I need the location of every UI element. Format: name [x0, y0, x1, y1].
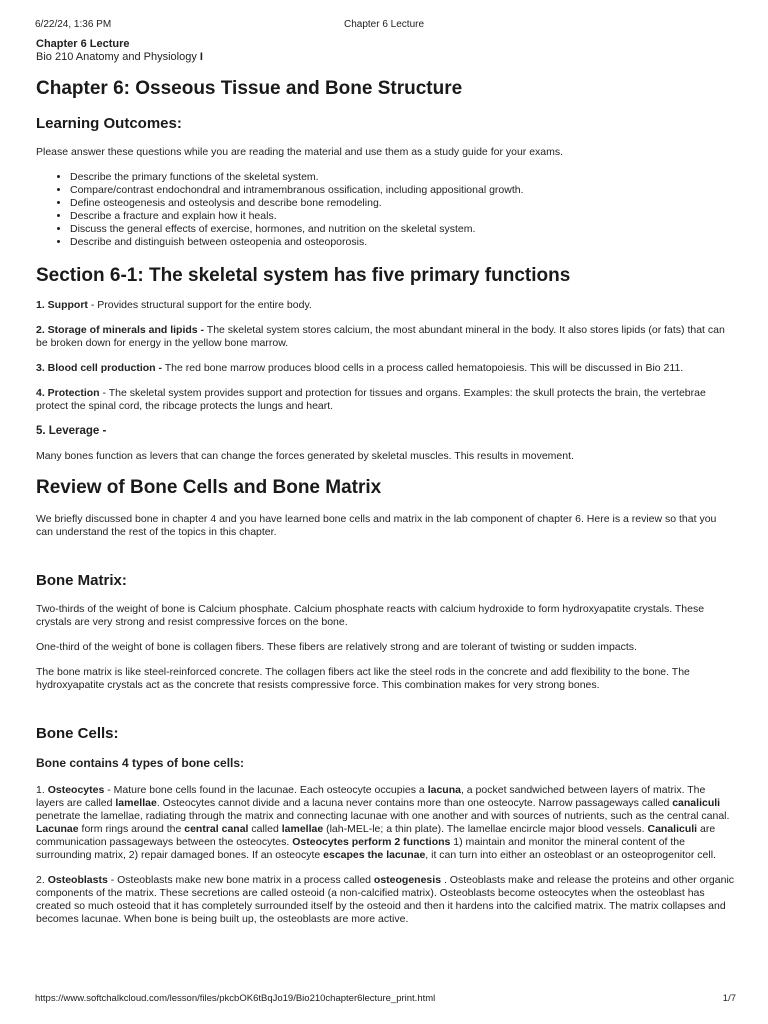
osteoblasts-paragraph — [36, 874, 736, 926]
text: penetrate the lamellae, radiating through the matrix and connecting lacunae with one another and with sources of nutrients, such as the central canal. — [36, 810, 730, 822]
review-intro: We briefly discussed bone in chapter 4 and you have learned bone cells and matrix in the lab component of chapter 6. Here is a review so that you can understand the rest of the topics in this chapter. — [36, 513, 717, 538]
chapter-title: Chapter 6: Osseous Tissue and Bone Structure — [36, 78, 463, 99]
function-text: The skeletal system stores calcium, the most abundant mineral in the body. It also stores lipids (or fats) that can be broken down for energy in the yellow bone marrow. — [36, 324, 725, 349]
text: . Osteoblasts make and release the proteins and other organic components of the matrix. These secretions are called osteoid (a non-calcified matrix). Osteoblasts become osteocytes when the osteoblast has created so much osteoid that it has completely surrounded itself by the osteoid and then it hardens into the calcified matrix. The matrix collapses and becomes lacunae. When bone is being built up, the osteoblasts are more active. — [36, 874, 735, 925]
term: Canaliculi — [647, 823, 698, 835]
bone-cells-subheading: Bone contains 4 types of bone cells: — [36, 756, 245, 770]
function-text: - Provides structural support for the entire body. — [87, 299, 312, 311]
text: are communication passageways between the osteocytes. — [36, 823, 716, 848]
learning-outcomes-list — [36, 171, 736, 249]
list-item: • Define osteogenesis and osteolysis and describe bone remodeling. — [70, 197, 736, 210]
print-page-number: 1/7 — [722, 993, 736, 1004]
term: Lacunae — [36, 823, 79, 835]
document-body — [36, 38, 736, 926]
list-item: • Describe a fracture and explain how it heals. — [70, 210, 736, 223]
print-datetime: 6/22/24, 1:36 PM — [35, 19, 112, 30]
doc-title: Chapter 6 Lecture — [36, 38, 130, 50]
learning-outcomes-heading: Learning Outcomes: — [36, 115, 182, 132]
item-number: 2. — [36, 874, 48, 886]
bone-matrix-paragraph: Two-thirds of the weight of bone is Calcium phosphate. Calcium phosphate reacts with calcium hydroxide to form hydroxyapatite crystals. These crystals are very strong and resist compressive forces on the bone. — [36, 603, 705, 628]
term: lamellae — [281, 823, 324, 835]
doc-subtitle — [36, 51, 736, 64]
text: - Mature bone cells found in the lacunae. Each osteocyte occupies a — [104, 784, 428, 796]
function-label: 2. Storage of minerals and lipids - — [36, 324, 205, 336]
review-heading: Review of Bone Cells and Bone Matrix — [36, 477, 382, 498]
function-label: 3. Blood cell production - — [36, 362, 162, 374]
text: form rings around the — [78, 823, 185, 835]
term: Osteocytes — [47, 784, 105, 796]
function-label: 4. Protection — [36, 387, 100, 399]
list-item: • Discuss the general effects of exercise, hormones, and nutrition on the skeletal system. — [70, 223, 736, 236]
learning-outcomes-intro: Please answer these questions while you are reading the material and use them as a study guide for your exams. — [36, 146, 564, 158]
term: central canal — [184, 823, 249, 835]
text: 1) maintain and monitor the mineral content of the surrounding matrix, 2) repair damaged bones. If an osteocyte — [36, 836, 685, 861]
function-storage — [36, 324, 736, 350]
print-url: https://www.softchalkcloud.com/lesson/files/pkcbOK6tBqJo19/Bio210chapter6lecture_print.html — [35, 993, 436, 1004]
function-text: The red bone marrow produces blood cells in a process called hematopoiesis. This will be discussed in Bio 211. — [162, 362, 684, 374]
term: lamellae — [115, 797, 157, 809]
bone-matrix-paragraph: One-third of the weight of bone is collagen fibers. These fibers are relatively strong and are tolerant of twisting or sudden impacts. — [36, 641, 637, 653]
function-protection — [36, 387, 736, 413]
term: escapes the lacunae — [323, 849, 426, 861]
bone-matrix-paragraph: The bone matrix is like steel-reinforced concrete. The collagen fibers act like the steel rods in the concrete and add flexibility to the bone. The hydroxyapatite crystals act as the concrete that resists compressive force. This combination makes for very strong bones. — [36, 666, 690, 691]
term: Osteocytes perform 2 functions — [292, 836, 451, 848]
section-6-1-heading: Section 6-1: The skeletal system has five primary functions — [36, 265, 571, 286]
function-blood-cell-production — [36, 362, 736, 375]
text: called — [248, 823, 282, 835]
term: Osteoblasts — [47, 874, 108, 886]
doc-subtitle-text: Bio 210 Anatomy and Physiology — [36, 51, 200, 63]
osteocytes-paragraph — [36, 784, 736, 862]
function-text: - The skeletal system provides support and protection for tissues and organs. Examples: the skull protects the brain, the vertebrae protect the spinal cord, the ribcage protects the lungs and heart. — [36, 387, 706, 412]
function-leverage-label — [36, 425, 736, 438]
bone-cells-heading: Bone Cells: — [36, 725, 119, 742]
text: (lah-MEL-le; a thin plate). The lamellae encircle major blood vessels. — [323, 823, 648, 835]
list-item: • Compare/contrast endochondral and intramembranous ossification, including appositional growth. — [70, 184, 736, 197]
text: . Osteocytes cannot divide and a lacuna never contains more than one osteocyte. Narrow passageways called — [156, 797, 673, 809]
function-leverage-text: Many bones function as levers that can change the forces generated by skeletal muscles. This results in movement. — [36, 450, 574, 462]
text: , it can turn into either an osteoblast or an osteoprogenitor cell. — [425, 849, 716, 861]
print-page-title: Chapter 6 Lecture — [343, 19, 425, 30]
term: osteogenesis — [373, 874, 442, 886]
item-number: 1. — [36, 784, 48, 796]
list-item: • Describe the primary functions of the skeletal system. — [70, 171, 736, 184]
term: canaliculi — [672, 797, 721, 809]
function-label: 1. Support — [36, 299, 88, 311]
function-label: 5. Leverage - — [36, 425, 107, 437]
term: lacuna — [427, 784, 461, 796]
text: , a pocket sandwiched between layers of matrix. The layers are called — [36, 784, 706, 809]
list-item: • Describe and distinguish between osteopenia and osteoporosis. — [70, 236, 736, 249]
text: - Osteoblasts make new bone matrix in a process called — [107, 874, 374, 886]
function-support — [36, 299, 736, 312]
bone-matrix-heading: Bone Matrix: — [36, 572, 127, 589]
doc-subtitle-numeral: I — [199, 51, 203, 63]
